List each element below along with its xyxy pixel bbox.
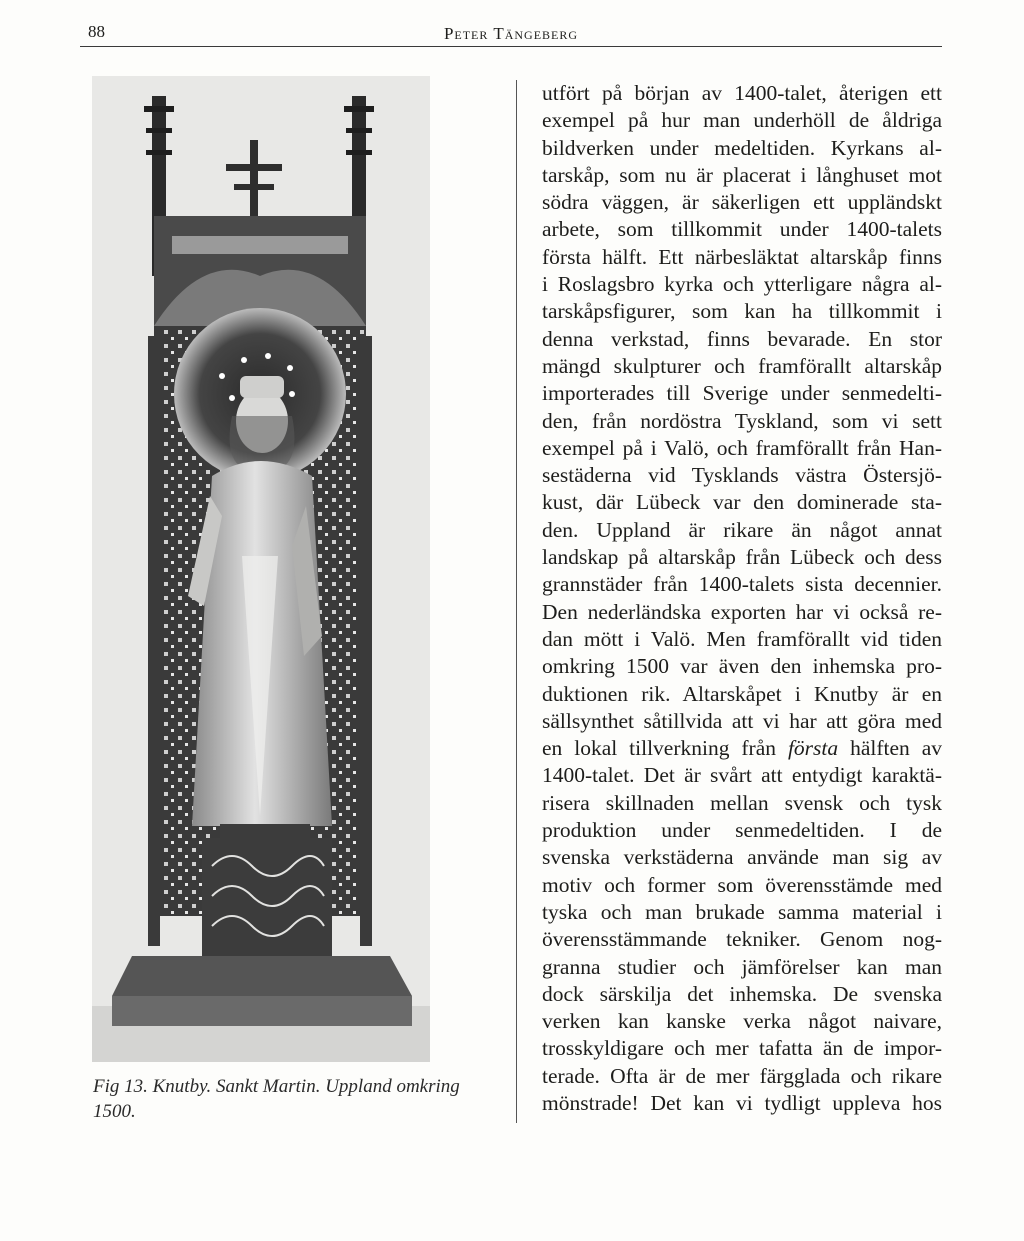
text-line: utfört på början av 1400-talet, återigen ett — [542, 81, 942, 105]
text-line: överensstämmande tekniker. Genom nog- — [542, 927, 942, 952]
text-line: landskap på altarskåp från Lübeck och dess — [542, 545, 942, 570]
text-line: omkring 1500 var även den inhemska pro- — [542, 654, 942, 679]
text-line: mängd skulpturer och framförallt altarskåp — [542, 353, 942, 378]
text-line: duktionen rik. Altarskåpet i Knutby är en — [542, 681, 942, 706]
text-line: södra väggen, är säkerligen ett uppländskt — [542, 190, 942, 215]
text-line: 1400-talet. Det är svårt att entydigt karaktä- — [542, 763, 942, 788]
text-line: terade. Ofta är de mer färgglada och rikare — [542, 1063, 942, 1088]
text-line: tarskåp, som nu är placerat i långhuset mot — [542, 162, 942, 187]
text-line: risera skillnaden mellan svensk och tysk — [542, 790, 942, 815]
text-line: grannstäder från 1400-talets sista decennier. — [542, 572, 942, 597]
text-line: mönstrade! Det kan vi tydligt uppleva hos — [542, 1090, 942, 1115]
text-line: denna verkstad, finns bevarade. En stor — [542, 326, 942, 351]
text-line: första hälft. Ett närbesläktat altarskåp finns — [542, 244, 942, 269]
text-line: tarskåpsfigurer, som kan ha tillkommit i — [542, 299, 942, 324]
text-line: exempel på hur man underhöll de åldriga — [542, 108, 942, 133]
text-line: sällsynthet såtillvida att vi har att göra med — [542, 708, 942, 733]
text-line: i Roslagsbro kyrka och ytterligare några al- — [542, 272, 942, 297]
sculpture-photo-icon — [92, 76, 430, 1062]
text-line: granna studier och jämförelser kan man — [542, 954, 942, 979]
running-head-author — [80, 24, 942, 44]
text-line: produktion under senmedeltiden. I de — [542, 818, 942, 843]
page-number: 88 — [88, 22, 105, 41]
caption-line: 1500. — [93, 1101, 136, 1122]
text-line: bildverken under medeltiden. Kyrkans al- — [542, 135, 942, 160]
text-line: tyska och man brukade samma material i — [542, 899, 942, 924]
text-line: verken kan kanske verka något naivare, — [542, 1009, 942, 1034]
text-line: svenska verkstäderna använde man sig av — [542, 845, 942, 870]
text-line: importerades till Sverige under senmedelti- — [542, 381, 942, 406]
text-line: den, från nordöstra Tyskland, som vi sett — [542, 408, 942, 433]
text-line: kust, där Lübeck var den dominerade sta- — [542, 490, 942, 515]
author-name: Peter Tängeberg — [443, 24, 579, 43]
text-line — [542, 735, 942, 762]
column-divider — [516, 80, 517, 1123]
caption-line: Fig 13. Knutby. Sankt Martin. Uppland omkring — [93, 1076, 460, 1097]
text-line: exempel på i Valö, och framförallt från Han- — [542, 435, 942, 460]
text-segment: hälften av — [838, 736, 942, 761]
text-line: dock särskilja det inhemska. De svenska — [542, 981, 942, 1006]
text-line: motiv och former som överensstämde med — [542, 872, 942, 897]
running-header — [80, 20, 942, 47]
body-text-column — [542, 80, 942, 1117]
figure-caption — [93, 1074, 503, 1124]
figure-photo — [92, 76, 430, 1062]
text-line: sestäderna vid Tysklands västra Östersjö- — [542, 463, 942, 488]
text-line: Den nederländska exporten har vi också re- — [542, 599, 942, 624]
text-line: arbete, som tillkommit under 1400-talets — [542, 217, 942, 242]
text-line: trosskyldigare och mer tafatta än de impor- — [542, 1036, 942, 1061]
emphasized-word: första — [787, 736, 839, 761]
text-line: dan mött i Valö. Men framförallt vid tiden — [542, 626, 942, 651]
text-line: den. Uppland är rikare än något annat — [542, 517, 942, 542]
text-segment: en lokal tillverkning från — [542, 736, 788, 761]
